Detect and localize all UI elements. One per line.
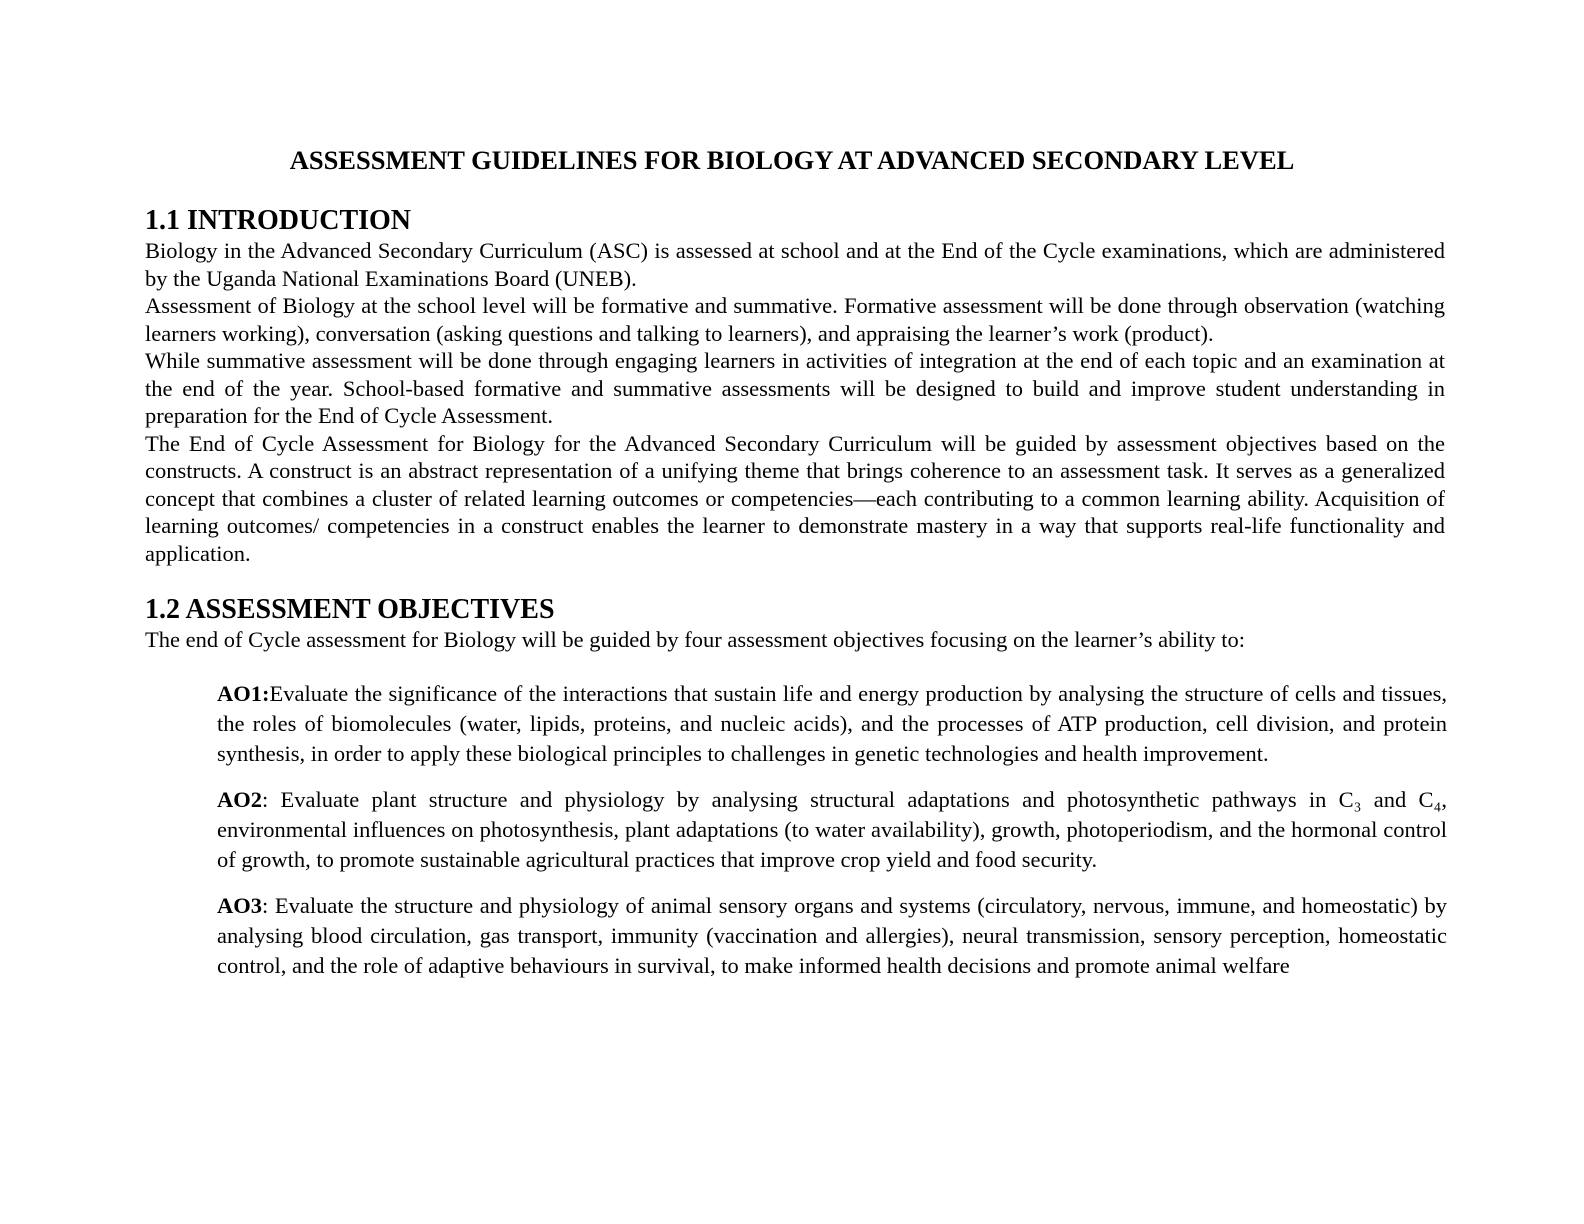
introduction-heading: 1.1 INTRODUCTION (145, 205, 412, 236)
objective-code: AO2 (217, 787, 262, 812)
introduction-paragraph: Biology in the Advanced Secondary Curriculum (ASC) is assessed at school and at the End of the Cycle examinations, which are administered by the Uganda National Examinations Board (UNEB). (145, 238, 1445, 291)
objectives-section (145, 594, 1445, 654)
introduction-paragraph: While summative assessment will be done through engaging learners in activities of integration at the end of each topic and an examination at the end of the year. School-based formative and summative assessments will be designed to build and improve student understanding in preparation for the End of Cycle Assessment. (145, 348, 1445, 428)
objective-text: : Evaluate the structure and physiology of animal sensory organs and systems (circulatory, nervous, immune, and homeostatic) by analysing blood circulation, gas transport, immunity (vaccination and allergies), neural transmission, sensory perception, homeostatic control, and the role of adaptive behaviours in survival, to make informed health decisions and promote animal welfare (217, 893, 1447, 978)
objectives-list (217, 679, 1447, 997)
objective-code: AO1: (217, 681, 270, 706)
objective-text: : Evaluate plant structure and physiology by analysing structural adaptations and photosynthetic pathways in C₃ and C₄, environmental influences on photosynthesis, plant adaptations (to water availability), growth, photoperiodism, and the hormonal control of growth, to promote sustainable agricultural practices that improve crop yield and food security. (217, 787, 1447, 872)
objectives-intro: The end of Cycle assessment for Biology will be guided by four assessment objectives focusing on the learner’s ability to: (145, 627, 1245, 652)
introduction-section (145, 205, 1445, 567)
introduction-paragraph: Assessment of Biology at the school level will be formative and summative. Formative assessment will be done through observation (watching learners working), conversation (asking questions and talking to learners), and appraising the learner’s work (product). (145, 293, 1445, 346)
objective-text: Evaluate the significance of the interactions that sustain life and energy production by analysing the structure of cells and tissues, the roles of biomolecules (water, lipids, proteins, and nucleic acids), and the processes of ATP production, cell division, and protein synthesis, in order to apply these biological principles to challenges in genetic technologies and health improvement. (217, 681, 1447, 766)
objective-item (217, 785, 1447, 875)
objective-item (217, 891, 1447, 981)
introduction-paragraph: The End of Cycle Assessment for Biology for the Advanced Secondary Curriculum will be guided by assessment objectives based on the constructs. A construct is an abstract representation of a unifying theme that brings coherence to an assessment task. It serves as a generalized concept that combines a cluster of related learning outcomes or competencies—each contributing to a common learning ability. Acquisition of learning outcomes/ competencies in a construct enables the learner to demonstrate mastery in a way that supports real-life functionality and application. (145, 430, 1445, 566)
objectives-heading: 1.2 ASSESSMENT OBJECTIVES (145, 594, 555, 625)
objective-item (217, 679, 1447, 769)
objective-code: AO3 (217, 893, 262, 918)
document-title: ASSESSMENT GUIDELINES FOR BIOLOGY AT ADVANCED SECONDARY LEVEL (289, 145, 1295, 175)
